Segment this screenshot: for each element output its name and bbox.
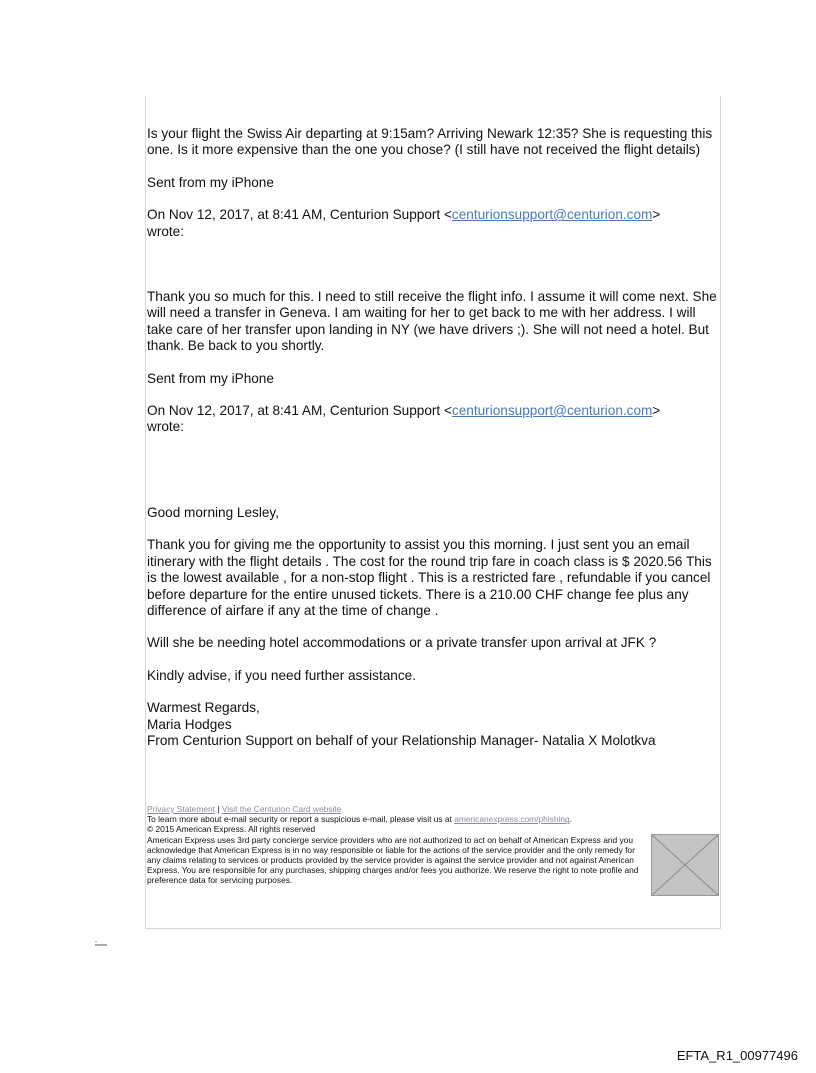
disclaimer: American Express uses 3rd party concierge service providers who are not authorized to act on behalf of American Express and you acknowledge that American Express is in no way responsible or liable for the actions of the service provider and the only remedy for any claims relating to services or products provided by the service provider is against the service provider and not against American Express. You are responsible for any purchases, shipping charges and/or fees you authorize. We reserve the right to note profile and preference data for servicing purposes.	[147, 834, 639, 886]
original-para2: Will she be needing hotel accommodations or a private transfer upon arrival at JFK ?	[147, 635, 657, 651]
sender-name: Maria Hodges	[147, 716, 232, 732]
phishing-link[interactable]: americanexpress.com/phishing	[454, 814, 570, 825]
footer-separator: |	[217, 804, 220, 814]
original-para3: Kindly advise, if you need further assistance.	[147, 667, 417, 683]
quote-wrote: wrote:	[147, 419, 185, 435]
footer-links	[147, 804, 715, 814]
email-footer	[147, 804, 715, 886]
quote-wrote: wrote:	[147, 223, 185, 239]
centurion-website-link[interactable]: Visit the Centurion Card website	[221, 804, 342, 814]
reply1-quote-header	[147, 207, 717, 240]
document-id: EFTA_R1_00977496	[676, 1048, 798, 1063]
quote-suffix: >	[652, 403, 661, 419]
reply1-signature: Sent from my iPhone	[147, 174, 274, 190]
greeting: Good morning Lesley,	[147, 504, 279, 520]
reply1-body: Is your flight the Swiss Air departing at 9:15am? Arriving Newark 12:35? She is requesting this one. Is it more expensive than the one you chose? (I still have not received the flight details)	[147, 126, 713, 158]
security-notice	[147, 814, 715, 824]
reply2-quote-header	[147, 403, 717, 436]
from-line: From Centurion Support on behalf of your Relationship Manager- Natalia X Molotkva	[147, 732, 656, 748]
reply2-body: Thank you so much for this. I need to still receive the flight info. I assume it will come next. She will need a transfer in Geneva. I am waiting for her to get back to me with her address. I will take care of her transfer upon landing in NY (we have drivers ;). She will not need a hotel. But thank. Be back to you shortly.	[147, 289, 717, 354]
centurion-email-link[interactable]: centurionsupport@centurion.com	[451, 207, 653, 223]
copyright: © 2015 American Express. All rights reserved	[147, 824, 316, 835]
reply2-signature: Sent from my iPhone	[147, 370, 274, 386]
centurion-email-link[interactable]: centurionsupport@centurion.com	[451, 403, 653, 419]
privacy-statement-link[interactable]: Privacy Statement	[147, 804, 215, 814]
closing: Warmest Regards,	[147, 700, 260, 716]
email-body	[147, 126, 717, 749]
quote-prefix: On Nov 12, 2017, at 8:41 AM, Centurion Support <	[147, 403, 452, 419]
scan-mark	[95, 940, 107, 946]
original-para1: Thank you for giving me the opportunity to assist you this morning. I just sent you an email itinerary with the flight details . The cost for the round trip fare in coach class is $ 2020.56 This is the lowest available , for a non-stop flight . This is a restricted fare , refundable if you cancel before departure for the entire unused tickets. There is a 210.00 CHF change fee plus any difference of airfare if any at the time of change .	[147, 537, 712, 618]
image-placeholder-icon	[652, 835, 718, 895]
broken-image-placeholder	[651, 834, 719, 896]
quote-suffix: >	[652, 207, 661, 223]
quote-prefix: On Nov 12, 2017, at 8:41 AM, Centurion Support <	[147, 207, 452, 223]
security-text: To learn more about e-mail security or report a suspicious e-mail, please visit us at	[147, 814, 455, 825]
security-suffix: .	[569, 814, 572, 825]
